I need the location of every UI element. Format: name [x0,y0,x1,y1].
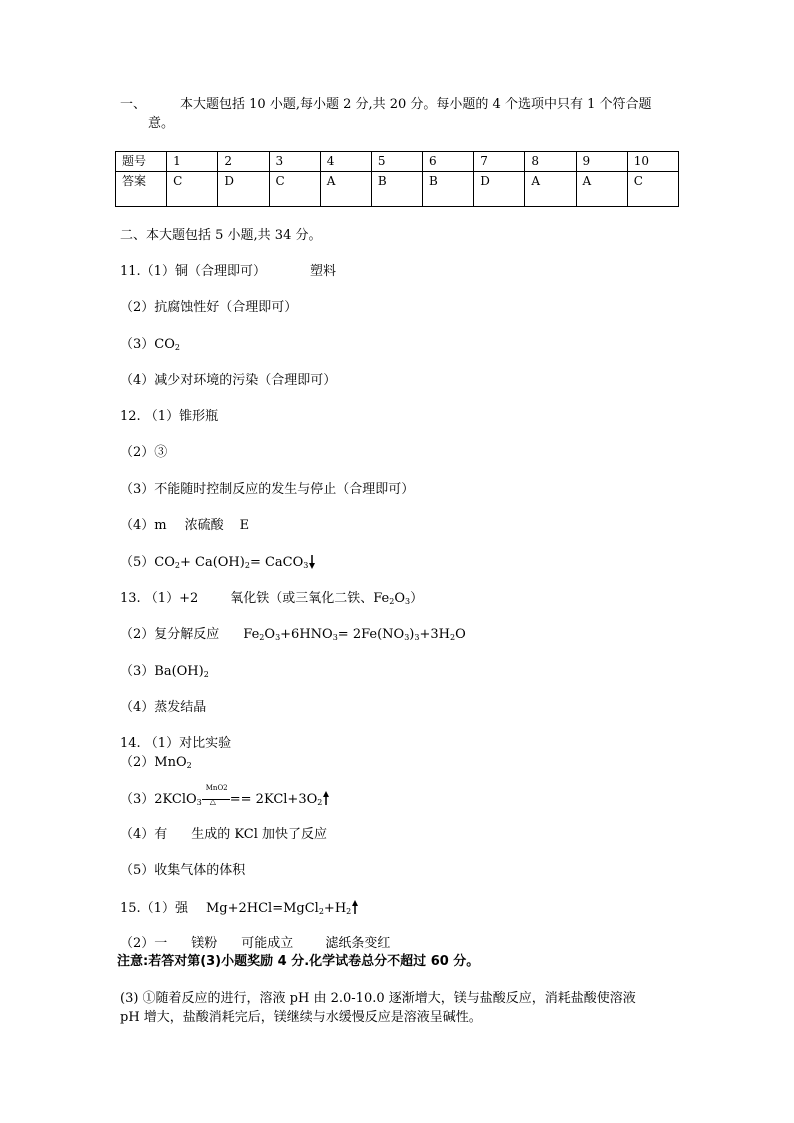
q12-answer-2: （2）③ [120,445,168,460]
formula-text: Fe [243,627,260,642]
formula-text: + Ca(OH) [179,555,245,570]
q15-a2b: 镁粉 [191,936,218,951]
subscript: 2 [259,633,265,642]
formula-text: （3）2KClO [120,792,197,807]
table-cell-number: 4 [320,152,371,172]
table-cell-answer: D [474,172,525,207]
formula-text: +3H [419,627,450,642]
q14-answer-4 [120,827,327,843]
formula-text: = 2Fe(NO [337,627,405,642]
section1-heading-line1: 本大题包括 10 小题,每小题 2 分,共 20 分。每小题的 4 个选项中只有 1 个符合题 [180,97,652,112]
section1-heading-line2: 意。 [148,116,175,131]
section2-heading: 二、本大题包括 5 小题,共 34 分。 [120,228,322,243]
table-cell-number: 7 [474,152,525,172]
table-cell-answer: A [320,172,371,207]
q13-a1a: 13. （1）+2 [120,591,199,606]
q13-answer-1 [120,591,423,607]
q11-a1: 11.（1）铜（合理即可） [120,264,266,279]
subscript: 2 [389,597,395,606]
table-cell-number: 8 [525,152,576,172]
q12-answer-3: （3）不能随时控制反应的发生与停止（合理即可） [120,482,415,497]
bonus-note: 注意:若答对第(3)小题奖励 4 分.化学试卷总分不超过 60 分。 [117,954,480,969]
q13-a2a: （2）复分解反应 [120,627,220,642]
formula-text: O [264,627,276,642]
q11-a3-text: （3）CO [120,337,175,352]
formula-text: ） [410,591,424,606]
formula-text: +6HNO [280,627,333,642]
q13-answer-4: （4）蒸发结晶 [120,700,207,715]
formula-text: （3）Ba(OH) [120,664,204,679]
subscript: 2 [244,561,250,570]
table-cell-number: 2 [218,152,269,172]
precipitate-arrow-icon [308,555,316,569]
subscript: 3 [196,798,202,807]
table-header-cell: 答案 [116,172,167,207]
formula-text: Mg+2HCl=MgCl [205,901,319,916]
table-cell-answer: D [218,172,269,207]
q15-answer-1 [120,900,359,917]
table-cell-number: 10 [627,152,678,172]
table-cell-number: 5 [371,152,422,172]
table-cell-number: 1 [167,152,218,172]
reaction-condition [202,784,230,807]
subscript: 2 [317,798,323,807]
subscript: 2 [318,907,324,916]
q14-answer-1: 14. （1）对比实验 [120,736,232,751]
q11-answer-2: （2）抗腐蚀性好（合理即可） [120,300,298,315]
table-cell-answer: C [269,172,320,207]
q14-a4b: 生成的 KCl 加快了反应 [191,827,328,842]
section1-heading [120,97,652,113]
table-cell-answer: A [525,172,576,207]
formula-text: （2）MnO [120,755,187,770]
subscript: 2 [346,907,352,916]
q12-answer-5 [120,555,316,571]
subscript: 2 [174,561,180,570]
gas-arrow-icon [322,791,330,805]
q11-answer-1 [120,264,336,280]
q11-a1b: 塑料 [309,264,336,279]
formula-text: = CaCO [249,555,304,570]
table-cell-number: 9 [576,152,627,172]
table-cell-answer: C [627,172,678,207]
subscript: 3 [405,597,411,606]
table-cell-number: 6 [423,152,474,172]
table-row-numbers [116,152,679,172]
subscript: 2 [174,343,180,352]
formula-text: （5）CO [120,555,175,570]
heat-symbol: △ [209,797,216,806]
table-header-cell: 题号 [116,152,167,172]
subscript: 2 [203,670,209,679]
section1-number: 一、 [120,97,147,112]
q11-answer-4: （4）减少对环境的污染（合理即可） [120,373,337,388]
q14-answer-3 [120,784,330,808]
subscript: 3 [275,633,281,642]
q15-a2a: （2）一 [120,936,168,951]
formula-text: == 2KCl+3O [229,792,318,807]
q15-a2c: 可能成立 [241,936,294,951]
q13-answer-2 [120,627,466,643]
gas-arrow-icon [351,900,359,914]
q15-a2d: 滤纸条变红 [325,936,391,951]
formula-text: O [394,591,406,606]
q12-a4a: （4）m [120,518,167,533]
table-row-answers [116,172,679,207]
q14-a4a: （4）有 [120,827,168,842]
q12-a4c: E [239,518,250,533]
q12-answer-1: 12. （1）锥形瓶 [120,409,219,424]
formula-text: +H [323,901,347,916]
q14-answer-2 [120,755,192,771]
table-cell-answer: C [167,172,218,207]
catalyst-label: MnO2 [205,784,228,792]
q12-a4b: 浓硫酸 [184,518,224,533]
table-cell-number: 3 [269,152,320,172]
table-cell-answer: B [371,172,422,207]
subscript: 3 [303,561,309,570]
table-cell-answer: A [576,172,627,207]
q12-answer-4 [120,518,249,534]
subscript: 2 [449,633,456,642]
subscript: 3 [414,633,420,642]
q11-answer-3 [120,337,180,353]
formula-text: ) [409,627,415,642]
answer-table [115,151,679,207]
q13-a1b: 氧化铁（或三氧化二铁、Fe [230,591,390,606]
q14-answer-5: （5）收集气体的体积 [120,863,246,878]
q15-answer-3-line2: pH 增大，盐酸消耗完后，镁继续与水缓慢反应是溶液呈碱性。 [120,1010,482,1025]
subscript: 3 [332,633,338,642]
formula-text: O [455,627,466,642]
table-cell-answer: B [423,172,474,207]
subscript: 2 [186,761,192,770]
subscript: 3 [404,633,410,642]
q15-answer-2 [120,936,390,952]
q13-answer-3 [120,664,209,680]
q15-a1a: 15.（1）强 [120,901,188,916]
q15-answer-3-line1: (3) ①随着反应的进行，溶液 pH 由 2.0-10.0 逐渐增大，镁与盐酸反应，消耗盐酸使溶液 [120,991,636,1006]
